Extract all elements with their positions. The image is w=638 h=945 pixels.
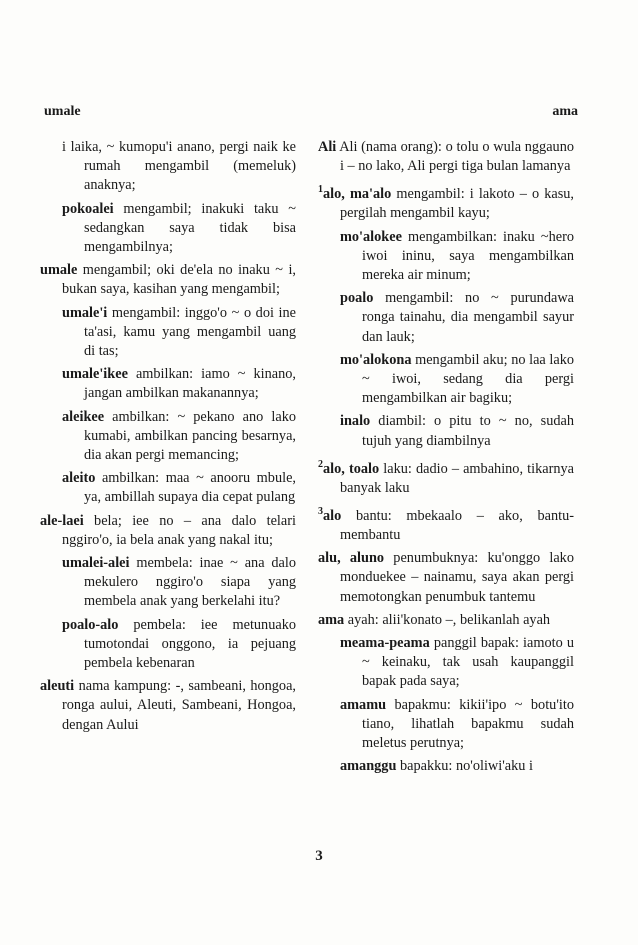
dictionary-entry xyxy=(40,200,296,258)
headword: alo, toalo xyxy=(323,460,380,477)
headword: alu, aluno xyxy=(318,550,385,567)
dictionary-entry xyxy=(318,228,574,286)
definition-text: mengambil; inakuki taku ~ sedangkan saya tidak bisa mengambilnya; xyxy=(84,200,296,256)
headword: mo'alokona xyxy=(340,351,412,368)
dictionary-entry xyxy=(40,365,296,403)
dictionary-entry xyxy=(40,304,296,362)
dictionary-entry xyxy=(40,554,296,612)
dictionary-entry xyxy=(318,180,574,223)
headword: Ali xyxy=(318,139,337,155)
definition-text: diambil: o pitu to ~ no, sudah tujuh yang diambilnya xyxy=(362,413,574,449)
right-column xyxy=(318,138,574,780)
definition-text: ambilkan: ~ pekano ano lako kumabi, ambilkan pancing besarnya, dia akan pergi memancing; xyxy=(84,408,296,464)
headword: pokoalei xyxy=(62,200,114,217)
dictionary-entry xyxy=(40,469,296,507)
definition-text: mengambil: i lakoto – o kasu, pergilah mengambil kayu; xyxy=(340,186,575,222)
homonym-number: 1 xyxy=(318,184,323,196)
headword: aleito xyxy=(62,470,96,487)
headword: poalo xyxy=(340,290,374,307)
definition-text: mengambil: no ~ purundawa ronga tainahu, dia mengambil sayur dan lauk; xyxy=(362,290,574,345)
dictionary-entry xyxy=(318,455,574,498)
definition-text: mengambilkan: inaku ~hero iwoi ininu, saya mengambilkan mereka air minum; xyxy=(362,228,574,283)
dictionary-entry xyxy=(318,138,574,176)
definition-text: nama kampung: -, sambeani, hongoa, ronga aului, Aleuti, Sambeani, Hongoa, dengan Aului xyxy=(62,678,296,733)
definition-text: bapakku: no'oliwi'aku i xyxy=(396,758,533,775)
headword: alo, ma'alo xyxy=(323,186,392,203)
dictionary-entry xyxy=(40,408,296,466)
definition-text: ambilkan: maa ~ anooru mbule, ya, ambillah supaya dia cepat pulang xyxy=(84,470,296,506)
definition-text: pembela: iee metunuako tumotondai onggono, ia pejuang pembela kebenaran xyxy=(84,616,296,672)
headword: umalei-alei xyxy=(62,555,130,572)
headword: mo'alokee xyxy=(340,228,402,245)
dictionary-entry xyxy=(318,611,574,630)
dictionary-entry xyxy=(40,261,296,299)
headword: umale'ikee xyxy=(62,366,128,383)
headword: amanggu xyxy=(340,758,397,775)
dictionary-entry xyxy=(318,502,574,545)
headword: ama xyxy=(318,611,345,628)
definition-text: laku: dadio – ambahino, tikarnya banyak laku xyxy=(340,460,574,496)
definition-text: mengambil; oki de'ela no inaku ~ i, bukan saya, kasihan yang mengambil; xyxy=(62,262,296,298)
definition-text: bantu: mbekaalo – ako, bantu-membantu xyxy=(340,507,574,543)
dictionary-entry xyxy=(40,138,296,196)
headword: umale'i xyxy=(62,304,108,321)
homonym-number: 2 xyxy=(318,458,323,470)
headword: meama-peama xyxy=(340,634,430,651)
running-head-left: umale xyxy=(44,104,81,119)
definition-text: bela; iee no – ana dalo telari nggiro'o, ia bela anak yang nakal itu; xyxy=(62,512,296,548)
definition-text: Ali (nama orang): o tolu o wula nggauno i – no lako, Ali pergi tiga bulan lamanya xyxy=(336,139,574,175)
dictionary-entry xyxy=(40,616,296,674)
dictionary-entry xyxy=(40,512,296,550)
headword: umale xyxy=(40,262,78,279)
headword: poalo-alo xyxy=(62,616,119,633)
running-head-right: ama xyxy=(552,104,578,119)
left-column xyxy=(40,138,296,739)
definition-text: ayah: alii'konato –, belikanlah ayah xyxy=(344,611,551,628)
definition-text: penumbuknya: ku'onggo lako monduekee – nainamu, saya akan pergi memotongkan penumbuk tantemu xyxy=(340,550,574,605)
page-number: 3 xyxy=(315,848,323,864)
headword: amamu xyxy=(340,696,387,713)
dictionary-entry xyxy=(318,634,574,692)
headword: ale-laei xyxy=(40,512,84,529)
headword: aleuti xyxy=(40,678,75,695)
headword: alo xyxy=(323,507,342,524)
dictionary-entry xyxy=(318,549,574,607)
headword: inalo xyxy=(340,413,371,430)
definition-text: mengambil aku; no laa lako ~ iwoi, sedang dia pergi mengambilkan air bagiku; xyxy=(362,351,574,407)
definition-text: panggil bapak: iamoto u ~ keinaku, tak usah kaupanggil bapak pada saya; xyxy=(362,634,574,690)
dictionary-entry xyxy=(318,757,574,776)
definition-text: membela: inae ~ ana dalo mekulero nggiro'o siapa yang membela anak yang berkelahi itu? xyxy=(84,555,296,610)
dictionary-entry xyxy=(318,696,574,754)
definition-text: mengambil: inggo'o ~ o doi ine ta'asi, kamu yang mengambil uang di tas; xyxy=(84,304,296,360)
definition-text: ambilkan: iamo ~ kinano, jangan ambilkan makanannya; xyxy=(84,366,296,402)
dictionary-entry xyxy=(318,412,574,450)
homonym-number: 3 xyxy=(318,505,323,517)
dictionary-entry xyxy=(40,677,296,735)
definition-text: i laika, ~ kumopu'i anano, pergi naik ke rumah mengambil (memeluk) anaknya; xyxy=(62,139,296,194)
dictionary-entry xyxy=(318,351,574,409)
headword: aleikee xyxy=(62,408,105,425)
definition-text: bapakmu: kikii'ipo ~ botu'ito tiano, lihatlah bapakmu sudah meletus perutnya; xyxy=(362,696,574,751)
dictionary-entry xyxy=(318,289,574,347)
